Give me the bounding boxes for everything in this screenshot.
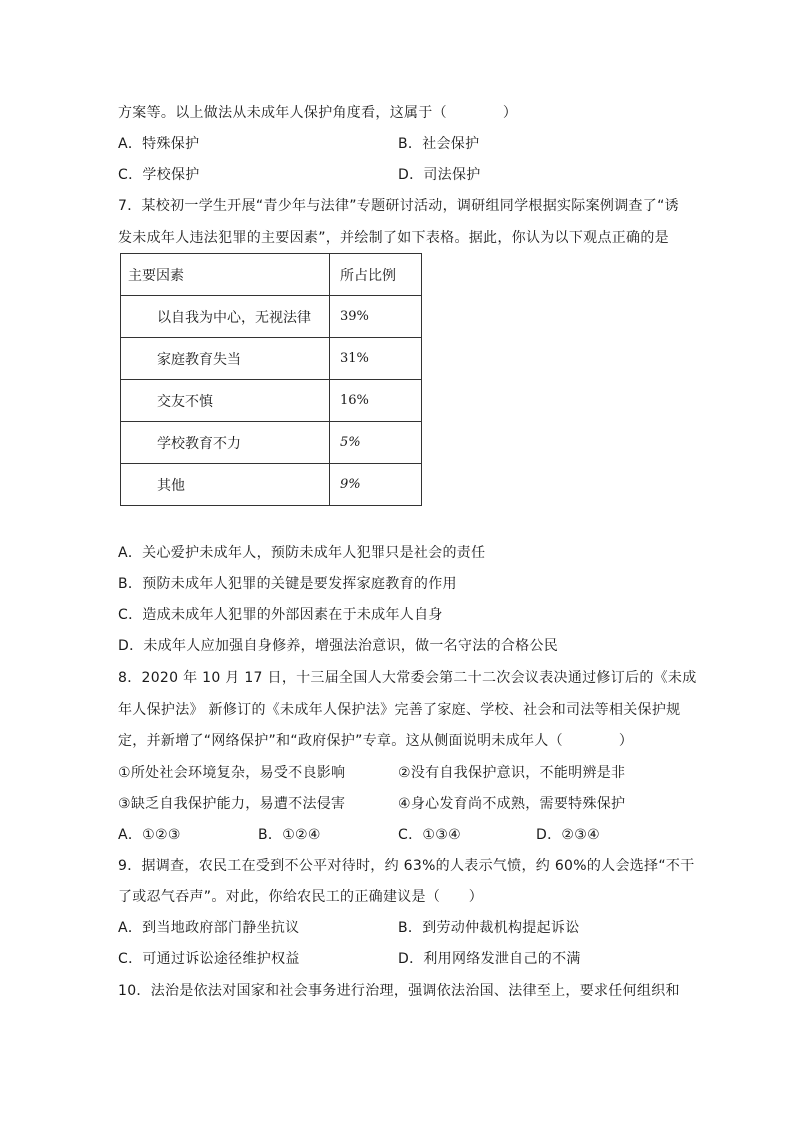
- q7-option-a: A．关心爱护未成年人，预防未成年人犯罪只是社会的责任: [118, 545, 486, 561]
- table-cell-ratio: 5%: [330, 422, 422, 464]
- table-cell-factor: 学校教育不力: [121, 422, 330, 464]
- table-header-factor: 主要因素: [121, 254, 330, 296]
- table-cell-ratio: 9%: [330, 464, 422, 506]
- q8-option-c: C．①③④: [398, 827, 461, 843]
- table-cell-factor: 交友不慎: [121, 380, 330, 422]
- factor-table: [120, 253, 422, 506]
- table-cell-factor: 其他: [121, 464, 330, 506]
- q6-close-paren: ）: [502, 105, 518, 121]
- table-cell-ratio: 31%: [330, 338, 422, 380]
- table-cell-factor: 以自我为中心，无视法律: [121, 296, 330, 338]
- q8-statement-3: ③缺乏自我保护能力，易遭不法侵害: [118, 796, 346, 812]
- q8-statement-4: ④身心发育尚不成熟，需要特殊保护: [398, 796, 626, 812]
- q8-statement-2: ②没有自我保护意识，不能明辨是非: [398, 765, 626, 781]
- table-row: [121, 464, 422, 506]
- q6-option-d: D．司法保护: [398, 167, 481, 183]
- q6-stem-tail: [118, 103, 517, 123]
- q8-stem-text: 定，并新增了“网络保护”和“政府保护”专章。这从侧面说明未成年人（: [118, 733, 563, 749]
- q10-stem-line1: 10．法治是依法对国家和社会事务进行治理，强调依法治国、法律至上，要求任何组织和: [118, 983, 680, 999]
- q8-stem-line3: [118, 731, 633, 751]
- q9-option-b: B．到劳动仲裁机构提起诉讼: [398, 920, 580, 936]
- q8-stem-line2: 年人保护法》 新修订的《未成年人保护法》完善了家庭、学校、社会和司法等相关保护规: [118, 702, 681, 718]
- table-row: [121, 380, 422, 422]
- q9-option-a: A．到当地政府部门静坐抗议: [118, 920, 300, 936]
- table-row: [121, 296, 422, 338]
- table-cell-ratio: 39%: [330, 296, 422, 338]
- q7-option-d: D．未成年人应加强自身修养，增强法治意识，做一名守法的合格公民: [118, 638, 559, 654]
- table-cell-factor: 家庭教育失当: [121, 338, 330, 380]
- q8-stem-line1: 8．2020 年 10 月 17 日，十三届全国人大常委会第二十二次会议表决通过修订后的《未成: [118, 670, 697, 686]
- table-cell-ratio: 16%: [330, 380, 422, 422]
- q9-option-d: D．利用网络发泄自己的不满: [398, 951, 581, 967]
- q8-close-paren: ）: [618, 733, 634, 749]
- q9-stem-line1: 9．据调查，农民工在受到不公平对待时，约 63%的人表示气愤，约 60%的人会选择“不干: [118, 858, 695, 874]
- q7-option-b: B．预防未成年人犯罪的关键是要发挥家庭教育的作用: [118, 576, 457, 592]
- q6-option-b: B．社会保护: [398, 136, 480, 152]
- q6-stem-text: 方案等。以上做法从未成年人保护角度看，这属于（: [118, 105, 447, 121]
- q8-option-a: A．①②③: [118, 827, 181, 843]
- q8-option-b: B．①②④: [258, 827, 321, 843]
- q6-option-c: C．学校保护: [118, 167, 200, 183]
- table-header-row: [121, 254, 422, 296]
- q6-option-a: A．特殊保护: [118, 136, 200, 152]
- table-row: [121, 338, 422, 380]
- q7-option-c: C．造成未成年人犯罪的外部因素在于未成年人自身: [118, 607, 443, 623]
- table-header-ratio: 所占比例: [330, 254, 422, 296]
- q8-option-d: D．②③④: [536, 827, 600, 843]
- q7-stem-line2: 发未成年人违法犯罪的主要因素”，并绘制了如下表格。据此，你认为以下观点正确的是: [118, 230, 669, 246]
- q7-stem-line1: 7．某校初一学生开展“青少年与法律”专题研讨活动，调研组同学根据实际案例调查了“诱: [118, 198, 679, 214]
- q8-statement-1: ①所处社会环境复杂，易受不良影响: [118, 765, 346, 781]
- table-row: [121, 422, 422, 464]
- q9-stem-line2: 了或忍气吞声”。对此，你给农民工的正确建议是（ ）: [118, 889, 484, 905]
- q9-option-c: C．可通过诉讼途径维护权益: [118, 951, 300, 967]
